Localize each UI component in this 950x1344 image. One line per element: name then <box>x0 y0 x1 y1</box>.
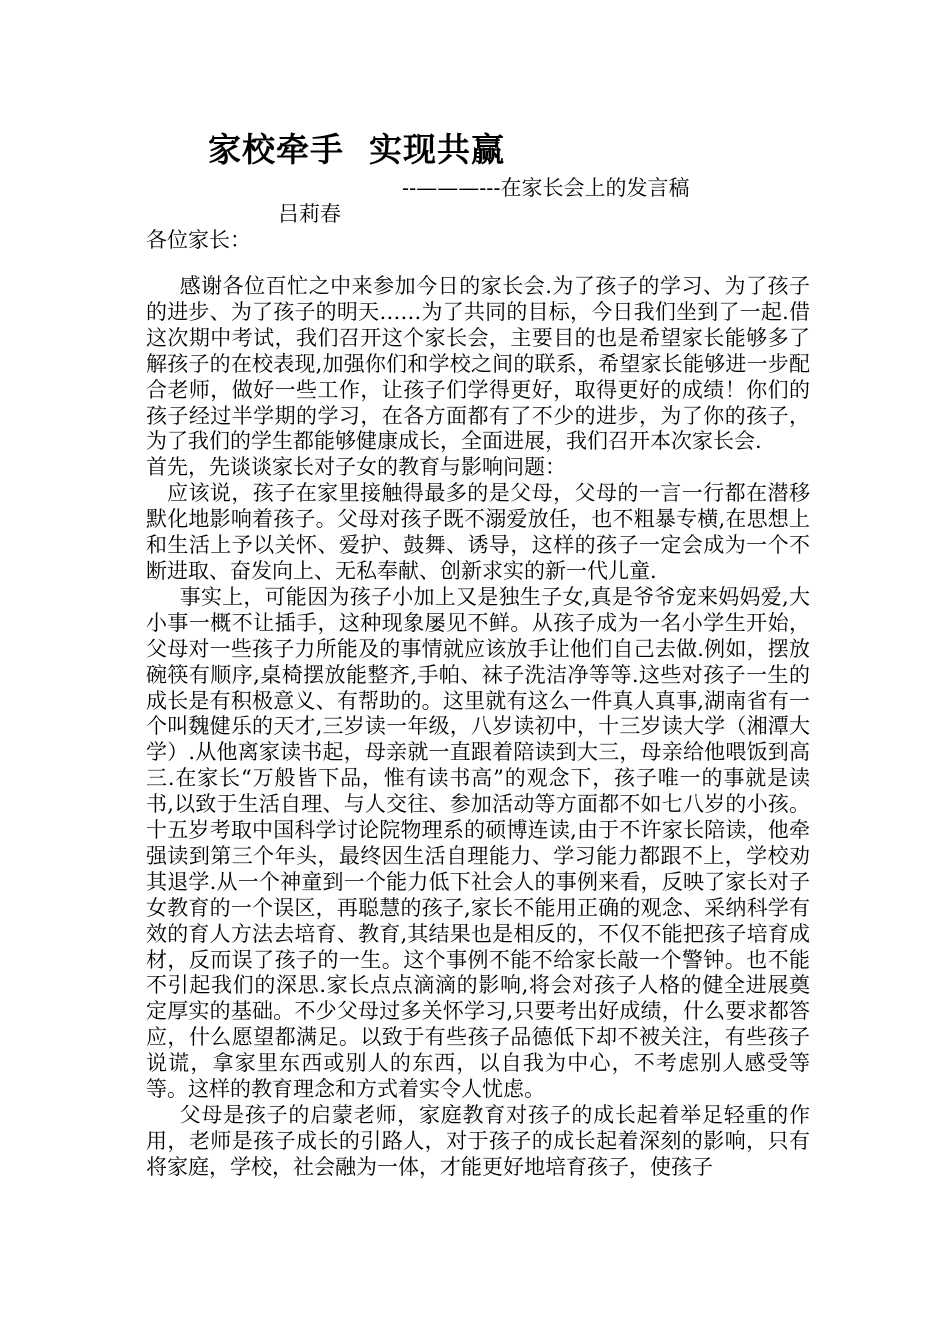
document-body <box>146 274 810 1181</box>
greeting: 各位家长： <box>146 228 251 252</box>
document-title: 家校牵手 实现共赢 <box>208 130 505 169</box>
paragraph-conclusion: 父母是孩子的启蒙老师，家庭教育对孩子的成长起着举足轻重的作用，老师是孩子成长的引路人，对于孩子的成长起着深刻的影响，只有将家庭，学校，社会融为一体，才能更好地培育孩子，使孩子 <box>146 1103 810 1179</box>
paragraph-intro: 感谢各位百忙之中来参加今日的家长会.为了孩子的学习、为了孩子的进步、为了孩子的明天……为了共同的目标，今日我们坐到了一起.借这次期中考试，我们召开这个家长会，主要目的也是希望家长能够多了解孩子的在校表现,加强你们和学校之间的联系，希望家长能够进一步配合老师，做好一些工作，让孩子们学得更好，取得更好的成绩！你们的孩子经过半学期的学习，在各方面都有了不少的进步，为了你的孩子，为了我们的学生都能够健康成长，全面进展，我们召开本次家长会. <box>146 274 810 454</box>
author-name: 吕莉春 <box>278 202 341 226</box>
paragraph-heading-first: 首先，先谈谈家长对子女的教育与影响问题： <box>146 455 566 480</box>
paragraph-example: 事实上，可能因为孩子小加上又是独生子女,真是爷爷宠来妈妈爱,大小事一概不让插手，这种现象屡见不鲜。从孩子成为一名小学生开始，父母对一些孩子力所能及的事情就应该放手让他们自己去做.例如，摆放碗筷有顺序,桌椅摆放能整齐,手帕、袜子洗洁净等等.这些对孩子一生的成长是有积极意义、有帮助的。这里就有这么一件真人真事,湖南省有一个叫魏健乐的天才,三岁读一年级，八岁读初中，十三岁读大学（湘潭大学）.从他离家读书起，母亲就一直跟着陪读到大三，母亲给他喂饭到高三.在家长“万般皆下品，惟有读书高”的观念下，孩子唯一的事就是读书,以致于生活自理、与人交往、参加活动等方面都不如七八岁的小孩。十五岁考取中国科学讨论院物理系的硕博连读,由于不许家长陪读，他牵强读到第三个年头，最终因生活自理能力、学习能力都跟不上，学校劝其退学.从一个神童到一个能力低下社会人的事例来看，反映了家长对子女教育的一个误区，再聪慧的孩子,家长不能用正确的观念、采纳科学有效的育人方法去培育、教育,其结果也是相反的，不仅不能把孩子培育成材，反而误了孩子的一生。这个事例不能不给家长敲一个警钟。也不能不引起我们的深思.家长点点滴滴的影响,将会对孩子人格的健全进展奠定厚实的基础。不少父母过多关怀学习,只要考出好成绩，什么要求都答应，什么愿望都满足。以致于有些孩子品德低下却不被关注，有些孩子说谎，拿家里东西或别人的东西，以自我为中心，不考虑别人感受等等。这样的教育理念和方式着实令人忧虑。 <box>146 584 810 1102</box>
document-subtitle: --———---在家长会上的发言稿 <box>402 176 690 200</box>
paragraph-parents-influence: 应该说，孩子在家里接触得最多的是父母，父母的一言一行都在潜移默化地影响着孩子。父母对孩子既不溺爱放任，也不粗暴专横,在思想上和生活上予以关怀、爱护、鼓舞、诱导，这样的孩子一定会成为一个不断进取、奋发向上、无私奉献、创新求实的新一代儿童. <box>146 481 810 583</box>
